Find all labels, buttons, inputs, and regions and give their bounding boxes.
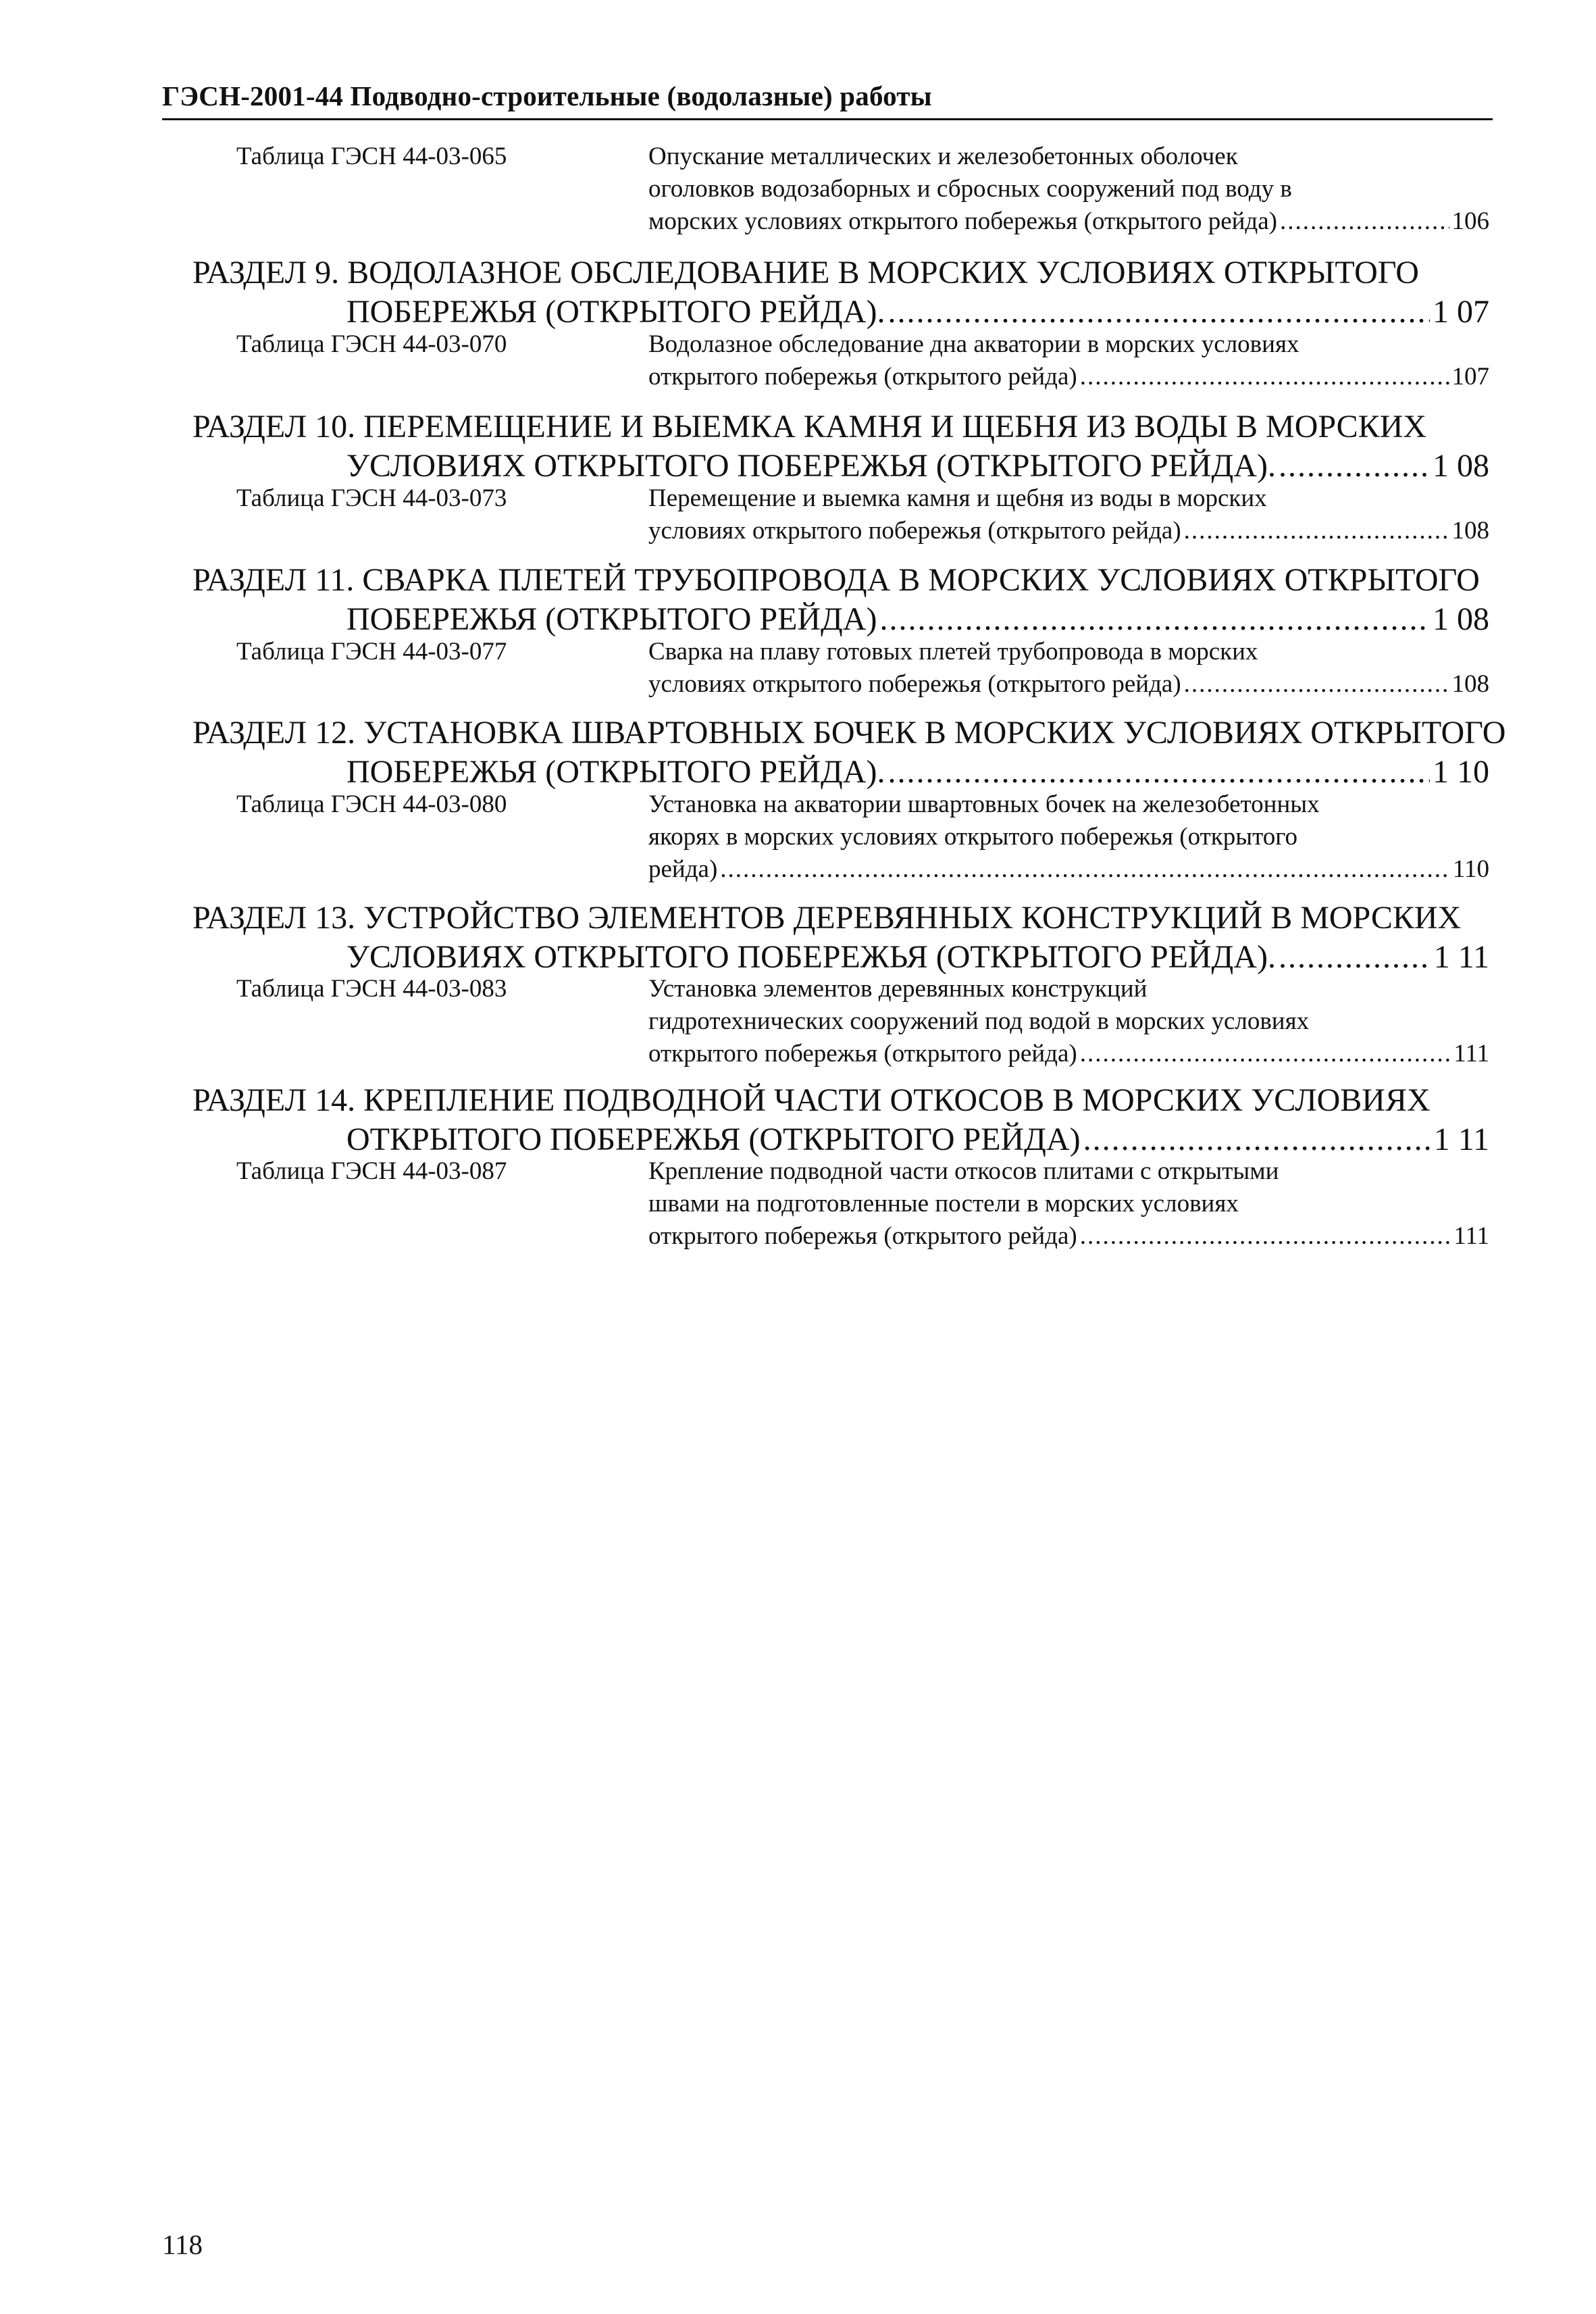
table-label: Таблица ГЭСН 44-03-073 [236, 484, 507, 512]
running-header: ГЭСН-2001-44 Подводно-строительные (водолазные) работы [162, 80, 932, 111]
toc-section-10[interactable]: РАЗДЕЛ 10. ПЕРЕМЕЩЕНИЕ И ВЫЕМКА КАМНЯ И ЩЕБНЯ ИЗ ВОДЫ В МОРСКИХ УСЛОВИЯХ ОТКРЫТОГО ПОБЕРЕЖЬЯ (ОТКРЫТОГО РЕЙДА). ..... 1 08 [192, 407, 1489, 486]
leader-dots [1080, 1220, 1451, 1253]
page-ref: 108 [1451, 517, 1489, 545]
page-ref: 1 08 [1433, 448, 1489, 484]
page-ref: 1 10 [1433, 754, 1489, 790]
table-description: Перемещение и выемка камня и щебня из воды в морских условиях открытого побережья (открытого рейда) ..... 108 [648, 482, 1489, 547]
leader-dots [1184, 668, 1449, 701]
table-description: Водолазное обследование дна акватории в морских условиях открытого побережья (открытого рейда) ..... 107 [648, 328, 1489, 393]
page-ref: 1 11 [1433, 1122, 1489, 1157]
table-label: Таблица ГЭСН 44-03-083 [236, 975, 507, 1003]
page-number: 118 [162, 2229, 203, 2260]
page-ref: 111 [1453, 1222, 1489, 1250]
toc-section-12[interactable]: РАЗДЕЛ 12. УСТАНОВКА ШВАРТОВНЫХ БОЧЕК В МОРСКИХ УСЛОВИЯХ ОТКРЫТОГО ПОБЕРЕЖЬЯ (ОТКРЫТОГО РЕЙДА). ..... 1 10 [192, 713, 1489, 792]
leader-dots [720, 853, 1450, 886]
leader-dots [1279, 938, 1431, 977]
table-label: Таблица ГЭСН 44-03-070 [236, 330, 507, 358]
page-ref: 106 [1451, 207, 1489, 235]
table-description: Опускание металлических и железобетонных оболочек оголовков водозаборных и сбросных сооружений под воду в морских условиях открытого побережья (открытого рейда) ..... 106 [648, 141, 1489, 238]
leader-dots [1083, 1120, 1431, 1159]
leader-dots [1279, 447, 1430, 486]
toc-section-9[interactable]: РАЗДЕЛ 9. ВОДОЛАЗНОЕ ОБСЛЕДОВАНИЕ В МОРСКИХ УСЛОВИЯХ ОТКРЫТОГО ПОБЕРЕЖЬЯ (ОТКРЫТОГО РЕЙДА). ..... 1 07 [192, 253, 1489, 332]
leader-dots [1080, 1038, 1451, 1070]
toc-section-11[interactable]: РАЗДЕЛ 11. СВАРКА ПЛЕТЕЙ ТРУБОПРОВОДА В МОРСКИХ УСЛОВИЯХ ОТКРЫТОГО ПОБЕРЕЖЬЯ (ОТКРЫТОГО РЕЙДА) ..... 1 08 [192, 561, 1489, 639]
page-ref: 1 08 [1433, 601, 1489, 637]
page-ref: 1 11 [1433, 939, 1489, 975]
table-label: Таблица ГЭСН 44-03-077 [236, 638, 507, 665]
page-ref: 111 [1453, 1040, 1489, 1067]
table-label: Таблица ГЭСН 44-03-087 [236, 1157, 507, 1185]
leader-dots [1080, 361, 1449, 393]
page-ref: 110 [1452, 855, 1489, 883]
header-rule [162, 118, 1493, 120]
table-description: Сварка на плаву готовых плетей трубопровода в морских условиях открытого побережья (открытого рейда) ..... 108 [648, 636, 1489, 701]
page-ref: 107 [1451, 363, 1489, 391]
toc-section-13[interactable]: РАЗДЕЛ 13. УСТРОЙСТВО ЭЛЕМЕНТОВ ДЕРЕВЯННЫХ КОНСТРУКЦИЙ В МОРСКИХ УСЛОВИЯХ ОТКРЫТОГО ПОБЕРЕЖЬЯ (ОТКРЫТОГО РЕЙДА). ..... 1 11 [192, 899, 1489, 977]
leader-dots [887, 293, 1430, 332]
table-description: Установка на акватории швартовных бочек на железобетонных якорях в морских условиях открытого побережья (открытого рейда) ..... 110 [648, 788, 1489, 886]
table-description: Крепление подводной части откосов плитами с открытыми швами на подготовленные постели в морских условиях открытого побережья (открытого рейда) ..... 111 [648, 1155, 1489, 1253]
table-label: Таблица ГЭСН 44-03-065 [236, 143, 507, 170]
page-ref: 108 [1451, 670, 1489, 698]
leader-dots [1184, 515, 1449, 547]
table-label: Таблица ГЭСН 44-03-080 [236, 790, 507, 818]
leader-dots [887, 753, 1430, 792]
leader-dots [879, 600, 1430, 639]
leader-dots [1280, 205, 1449, 238]
table-description: Установка элементов деревянных конструкций гидротехнических сооружений под водой в морских условиях открытого побережья (открытого рейда) ..... 111 [648, 973, 1489, 1070]
page-ref: 1 07 [1433, 294, 1489, 330]
toc-section-14[interactable]: РАЗДЕЛ 14. КРЕПЛЕНИЕ ПОДВОДНОЙ ЧАСТИ ОТКОСОВ В МОРСКИХ УСЛОВИЯХ ОТКРЫТОГО ПОБЕРЕЖЬЯ (ОТКРЫТОГО РЕЙДА) ..... 1 11 [192, 1081, 1489, 1159]
